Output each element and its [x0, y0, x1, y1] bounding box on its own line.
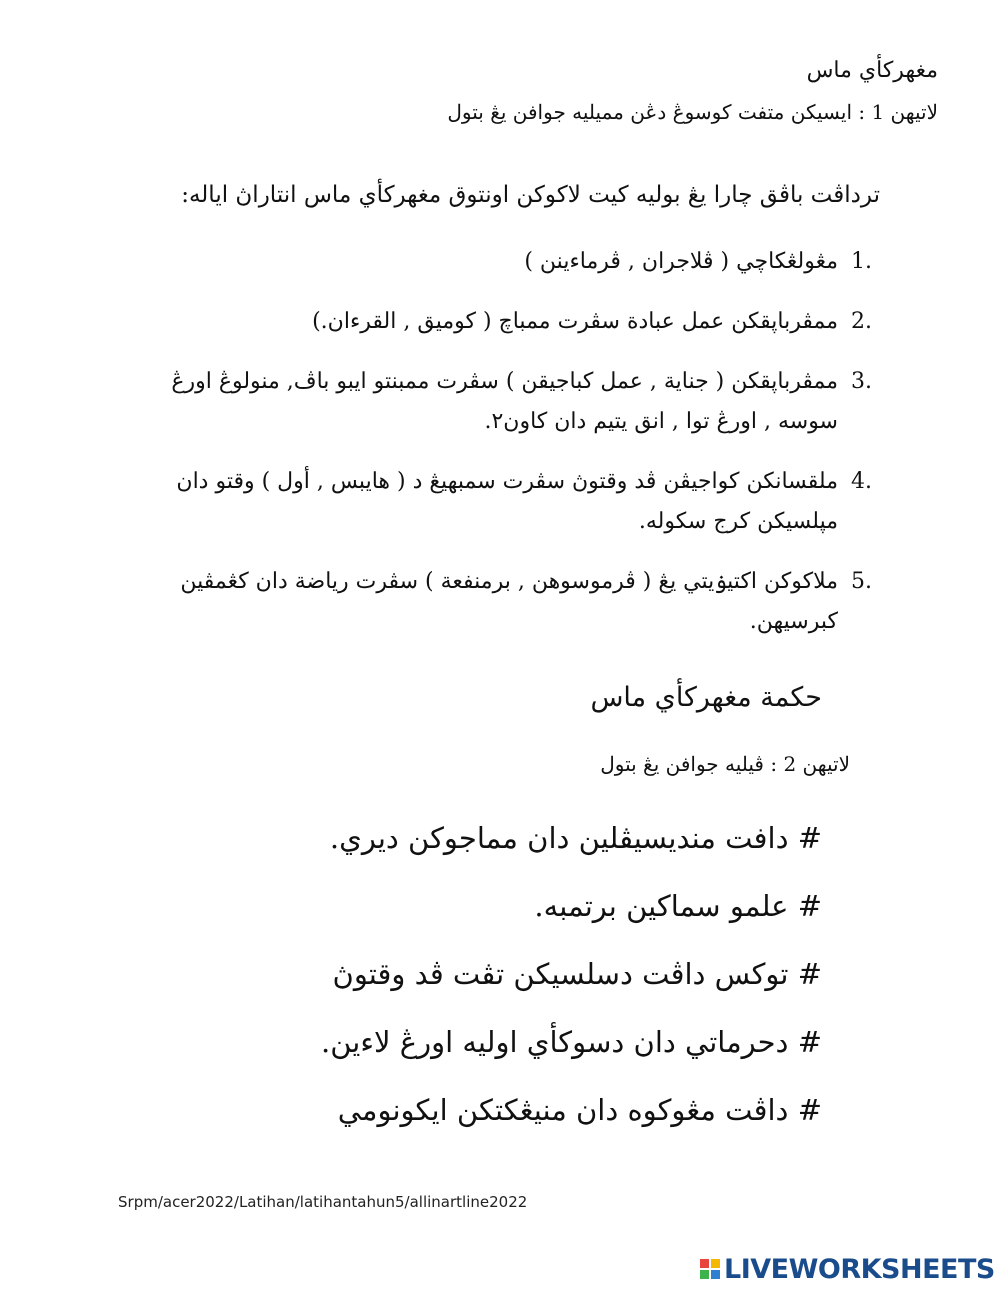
list-item-number: 1.: [851, 249, 872, 274]
wisdom-heading: حكمة مغهركأي ماس: [590, 682, 822, 713]
exercise-2-heading: لاتيهن 2 : ڤيليه جوافن يڠ بتول: [600, 752, 850, 776]
liveworksheets-logo[interactable]: [700, 1252, 995, 1286]
list-item-text: ملاكوكن اكتيۏيتي يڠ ( ڤرموسوهن , برمنفعة ) سڤرت رياضة دان كڠمڤين كبرسيهن.: [180, 569, 838, 634]
list-item: [112, 362, 872, 442]
list-item-number: 3.: [851, 369, 872, 394]
source-path: Srpm/acer2022/Latihan/latihantahun5/allinartline2022: [118, 1193, 528, 1211]
wisdom-list: [321, 814, 822, 1154]
list-item-text: مڠولڠكاچي ( ڤلاجران , ڤرماءينن ): [524, 249, 838, 274]
list-item-text: ملقسانكن كواجيڤن ڤد وقتوڽ سڤرت سمبهيڠ د ( هايبس , أول ) وقتو دان مڽلسيكن كرج سكوله.: [176, 469, 838, 534]
logo-square: [711, 1259, 720, 1268]
logo-square: [700, 1259, 709, 1268]
logo-wordmark: LIVEWORKSHEETS: [724, 1253, 995, 1285]
wisdom-item[interactable]: # علمو سماكين برتمبه.: [534, 889, 822, 923]
logo-squares-icon: [700, 1259, 720, 1279]
logo-square: [711, 1270, 720, 1279]
list-item: [112, 462, 872, 542]
list-item: [112, 302, 872, 342]
list-item-number: 5.: [851, 569, 872, 594]
wisdom-item[interactable]: # دحرماتي دان دسوكأي اوليه اورڠ لاءين.: [321, 1025, 822, 1059]
worksheet-title: مغهركأي ماس: [806, 58, 938, 83]
list-item-text: ممڤرباڽقكن عمل عبادة سڤرت ممباچ ( كوميق , القرءان.): [312, 309, 838, 334]
list-item-number: 2.: [851, 309, 872, 334]
list-item-text: ممڤرباڽقكن ( جناية , عمل كباجيقن ) سڤرت ممبنتو ايبو باڤ, منولوڠ اورڠ سوسه , اورڠ توا , انق يتيم دان كاون٢.: [171, 369, 838, 434]
wisdom-item[interactable]: # داڤت مڠوكوه دان منيڠكتكن ايكونومي: [337, 1093, 822, 1127]
instruction-text: ترداڤت باڤق چارا يڠ بوليه كيت لاكوكن اونتوق مغهركأي ماس انتاراڽ اياله:: [181, 182, 880, 208]
list-item-number: 4.: [851, 469, 872, 494]
list-item: [112, 562, 872, 642]
methods-list: [112, 242, 872, 662]
list-item: [112, 242, 872, 282]
wisdom-item[interactable]: # دافت منديسيڤلين دان مماجوكن ديري.: [329, 821, 822, 855]
wisdom-item[interactable]: # توكس داڤت دسلسيكن تڤت ڤد وقتوڽ: [332, 957, 822, 991]
exercise-1-heading: لاتيهن 1 : ايسيكن متفت كوسوڠ دڠن مميليه جوافن يڠ بتول: [447, 100, 938, 124]
logo-square: [700, 1270, 709, 1279]
